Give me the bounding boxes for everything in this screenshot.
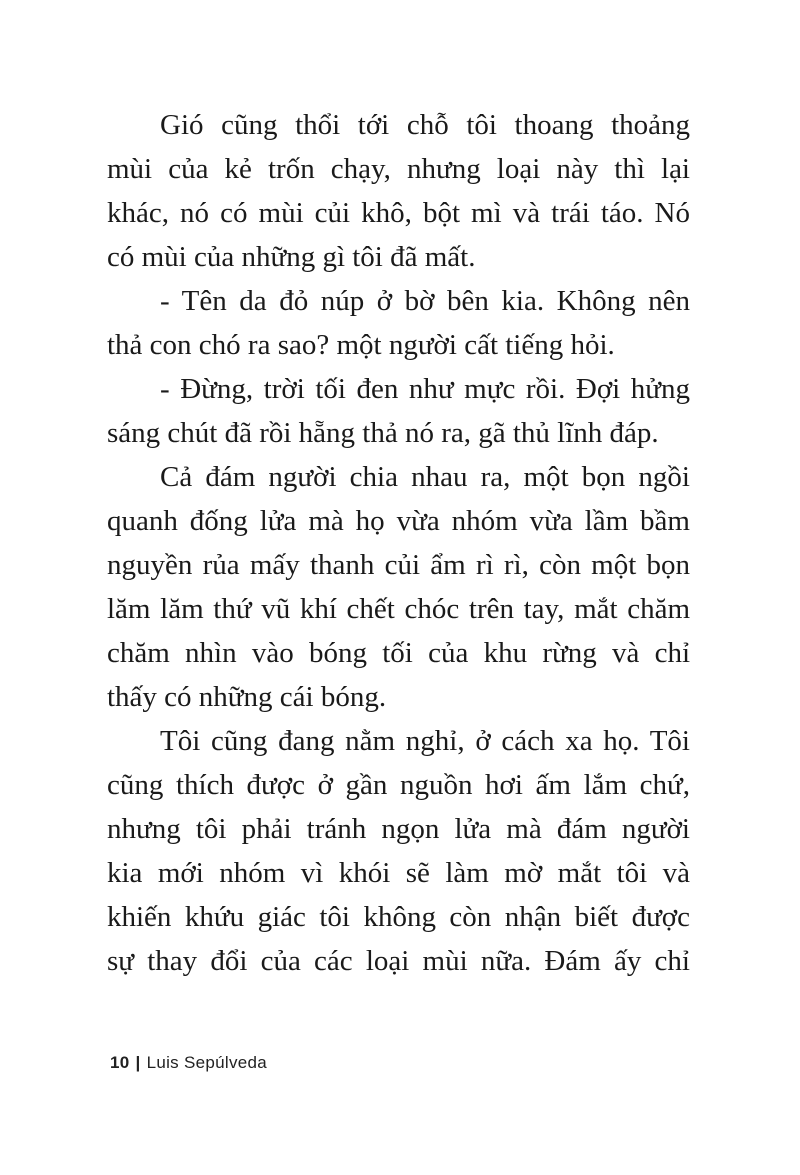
text-line: - Tên da đỏ núp ở bờ bên kia. Không nên [160,285,690,317]
text-line: thả con chó ra sao? một người cất tiếng hỏi. [107,329,615,361]
author-name: Luis Sepúlveda [146,1053,268,1072]
text-line: cũng thích được ở gần nguồn hơi ấm lắm chứ, [107,769,690,801]
footer-separator: | [135,1053,141,1072]
text-line: - Đừng, trời tối đen như mực rồi. Đợi hửng [160,373,690,405]
text-line: kia mới nhóm vì khói sẽ làm mờ mắt tôi và [107,857,690,889]
text-line: quanh đống lửa mà họ vừa nhóm vừa lầm bầm [107,505,690,537]
text-line: chăm nhìn vào bóng tối của khu rừng và chỉ [107,637,690,669]
text-line: lăm lăm thứ vũ khí chết chóc trên tay, mắt chăm [107,593,690,625]
text-line: sáng chút đã rồi hẵng thả nó ra, gã thủ lĩnh đáp. [107,417,659,449]
page-number: 10 [110,1053,130,1072]
text-line: khiến khứu giác tôi không còn nhận biết được [107,901,690,933]
text-line: nhưng tôi phải tránh ngọn lửa mà đám người [107,813,690,845]
body-text [107,103,690,983]
text-line: mùi của kẻ trốn chạy, nhưng loại này thì lại [107,153,690,185]
page-footer [110,1053,267,1073]
text-line: khác, nó có mùi củi khô, bột mì và trái táo. Nó [107,197,690,229]
text-line: sự thay đổi của các loại mùi nữa. Đám ấy chỉ [107,945,690,977]
text-line: Gió cũng thổi tới chỗ tôi thoang thoảng [160,109,690,141]
text-line: có mùi của những gì tôi đã mất. [107,241,476,273]
text-line: thấy có những cái bóng. [107,681,387,713]
text-line: nguyền rủa mấy thanh củi ẩm rì rì, còn một bọn [107,549,690,581]
text-line: Tôi cũng đang nằm nghỉ, ở cách xa họ. Tôi [160,725,690,757]
text-line: Cả đám người chia nhau ra, một bọn ngồi [160,461,690,493]
